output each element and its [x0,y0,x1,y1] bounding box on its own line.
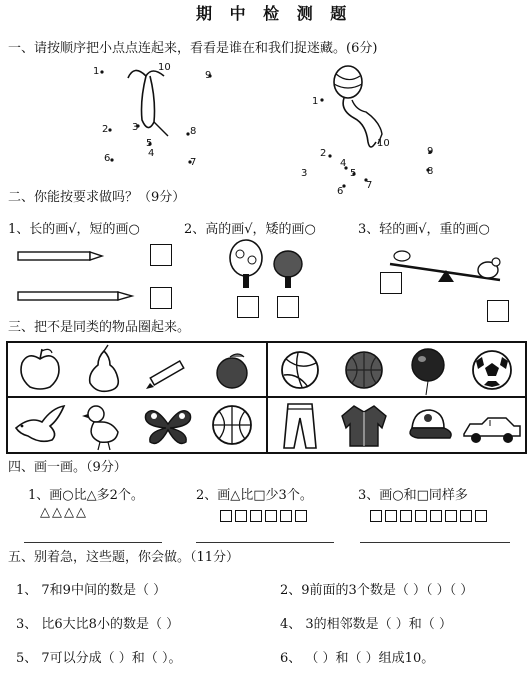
answer-box-tall-tree[interactable] [237,296,259,318]
answer-box-short-tree[interactable] [277,296,299,318]
dove-icon[interactable] [8,398,72,452]
answer-box-short-pencil[interactable] [150,244,172,266]
question-5-6: 6、 （ ）和（ ）组成10。 [280,651,435,666]
dot-label: 5 [350,168,357,179]
page-title: 期 中 检 测 题 [196,4,353,23]
cap-icon[interactable] [396,398,460,452]
dot-label: 7 [190,157,197,168]
square-row-4-3 [370,505,490,524]
tree-pair-illustration [228,238,308,290]
dot-label: 10 [377,138,390,149]
dot-label: 1 [93,66,100,77]
question-5-2: 2、9前面的3个数是（ ）（ ）（ ） [280,583,474,598]
answer-box-long-pencil[interactable] [150,287,172,309]
section-3-heading: 三、把不是同类的物品圈起来。 [8,320,191,335]
volleyball-icon[interactable] [268,343,332,397]
question-2-3: 3、轻的画√，重的画○ [358,222,490,237]
dot-label: 10 [158,62,171,73]
answer-line-4-2[interactable] [196,542,334,543]
jacket-icon[interactable] [332,398,396,452]
dot-label: 8 [190,126,197,137]
dot-label: 2 [320,148,327,159]
question-4-1: 1、画○比△多2个。 [28,488,144,503]
trousers-icon[interactable] [268,398,332,452]
question-2-1: 1、长的画√，短的画○ [8,222,140,237]
dot-label: 3 [132,122,139,133]
question-2-2: 2、高的画√，矮的画○ [184,222,316,237]
question-4-2: 2、画△比□少3个。 [196,488,313,503]
answer-line-4-3[interactable] [360,542,510,543]
peach-icon[interactable] [200,343,264,397]
square-row-4-2 [220,505,310,524]
question-4-3: 3、画○和□同样多 [358,488,468,503]
butterfly-icon[interactable] [136,398,200,452]
dot-label: 4 [340,158,347,169]
section-5-heading: 五、别着急，这些题，你会做。（11分） [8,550,240,565]
dot-label: 9 [427,146,434,157]
soccer-ball-icon[interactable] [460,343,524,397]
triangle-row: △△△△ [40,505,88,520]
dot-label: 4 [148,148,155,159]
question-5-5: 5、 7可以分成（ ）和（ ）。 [16,651,182,666]
dot-label: 8 [427,166,434,177]
apple-icon[interactable] [8,343,72,397]
answer-box-heavy[interactable] [487,300,509,322]
dot-label: 7 [366,180,373,191]
section-4-heading: 四、画一画。（9分） [8,460,127,475]
car-icon[interactable] [460,398,524,452]
dot-label: 6 [337,186,344,197]
dot-label: 9 [205,70,212,81]
balloon-icon[interactable] [396,343,460,397]
dot-label: 2 [102,124,109,135]
dot-label: 5 [146,138,153,149]
pencil-icon[interactable] [136,343,200,397]
answer-line-4-1[interactable] [24,542,162,543]
chick-icon[interactable] [72,398,136,452]
question-5-1: 1、 7和9中间的数是（ ） [16,583,167,598]
basketball-dark-icon[interactable] [332,343,396,397]
question-5-4: 4、 3的相邻数是（ ）和（ ） [280,617,452,632]
pencil-pair-illustration [18,248,138,312]
section-1-heading: 一、请按顺序把小点点连起来，看看是谁在和我们捉迷藏。(6分) [8,41,378,56]
dot-label: 6 [104,153,111,164]
basketball-icon[interactable] [200,398,264,452]
dot-label: 3 [301,168,308,179]
pear-icon[interactable] [72,343,136,397]
dot-label: 1 [312,96,319,107]
items-grid [6,341,527,454]
section-2-heading: 二、你能按要求做吗？（9分） [8,190,186,205]
answer-box-light[interactable] [380,272,402,294]
question-5-3: 3、 比6大比8小的数是（ ） [16,617,180,632]
